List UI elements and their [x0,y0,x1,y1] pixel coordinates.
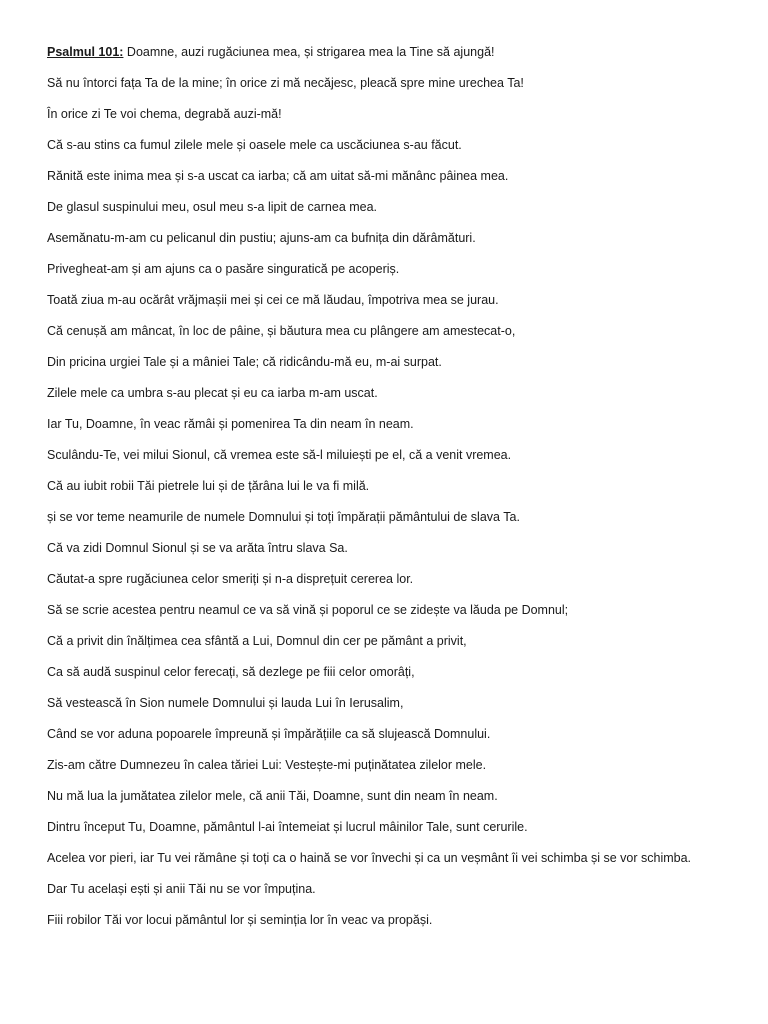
verse-line: Sculându-Te, vei milui Sionul, că vremea este să-l miluiești pe el, că a venit vremea. [47,448,512,462]
verse-line: Căutat-a spre rugăciunea celor smeriți și n-a disprețuit cererea lor. [47,572,414,586]
verse-line: Ca să audă suspinul celor ferecați, să dezlege pe fiii celor omorâți, [47,665,415,679]
verse-line: Privegheat-am și am ajuns ca o pasăre singuratică pe acoperiș. [47,262,400,276]
verse-line: Rănită este inima mea și s-a uscat ca iarba; că am uitat să-mi mănânc pâinea mea. [47,169,509,183]
verse-line: Că au iubit robii Tăi pietrele lui și de țărâna lui le va fi milă. [47,479,370,493]
verse-line: Că s-au stins ca fumul zilele mele și oasele mele ca uscăciunea s-au făcut. [47,138,462,152]
document-page [47,41,747,940]
verse-line: și se vor teme neamurile de numele Domnului și toți împărații pământului de slava Ta. [47,510,520,524]
verse-line: Zilele mele ca umbra s-au plecat și eu ca iarba m-am uscat. [47,386,378,400]
verse-line: Zis-am către Dumnezeu în calea tăriei Lui: Vestește-mi puținătatea zilelor mele. [47,758,487,772]
verse-line: Fiii robilor Tăi vor locui pământul lor și seminția lor în veac va propăși. [47,913,433,927]
psalm-title: Psalmul 101: [47,45,124,59]
verse-line: Acelea vor pieri, iar Tu vei rămâne și toți ca o haină se vor învechi și ca un veșmânt îi vei schimba și se vor schimba. [47,851,692,865]
verse-line: Nu mă lua la jumătatea zilelor mele, că anii Tăi, Doamne, sunt din neam în neam. [47,789,498,803]
verse-line: Că va zidi Domnul Sionul și se va arăta întru slava Sa. [47,541,348,555]
verse-line: Iar Tu, Doamne, în veac rămâi și pomenirea Ta din neam în neam. [47,417,414,431]
verse-line [47,41,747,72]
verse-line: În orice zi Te voi chema, degrabă auzi-mă! [47,107,282,121]
verse-line: Să vestească în Sion numele Domnului și lauda Lui în Ierusalim, [47,696,404,710]
verse-line: Că cenușă am mâncat, în loc de pâine, și băutura mea cu plângere am amestecat-o, [47,324,516,338]
verse-line: Din pricina urgiei Tale și a mâniei Tale; că ridicându-mă eu, m-ai surpat. [47,355,442,369]
verse-line: De glasul suspinului meu, osul meu s-a lipit de carnea mea. [47,200,378,214]
verse-line: Că a privit din înălțimea cea sfântă a Lui, Domnul din cer pe pământ a privit, [47,634,467,648]
verse-line: Dintru început Tu, Doamne, pământul l-ai întemeiat și lucrul mâinilor Tale, sunt cerurile. [47,820,528,834]
verse-text: Doamne, auzi rugăciunea mea, și strigarea mea la Tine să ajungă! [126,45,495,59]
verse-line: Să nu întorci fața Ta de la mine; în orice zi mă necăjesc, pleacă spre mine urechea Ta! [47,76,524,90]
verse-line: Când se vor aduna popoarele împreună și împărățiile ca să slujească Domnului. [47,727,491,741]
verse-line: Asemănatu-m-am cu pelicanul din pustiu; ajuns-am ca bufnița din dărâmături. [47,231,476,245]
verse-line: Să se scrie acestea pentru neamul ce va să vină și poporul ce se zidește va lăuda pe Domnul; [47,603,569,617]
verse-line: Dar Tu același ești și anii Tăi nu se vor împuțina. [47,882,316,896]
verse-line: Toată ziua m-au ocărât vrăjmașii mei și cei ce mă lăudau, împotriva mea se jurau. [47,293,499,307]
